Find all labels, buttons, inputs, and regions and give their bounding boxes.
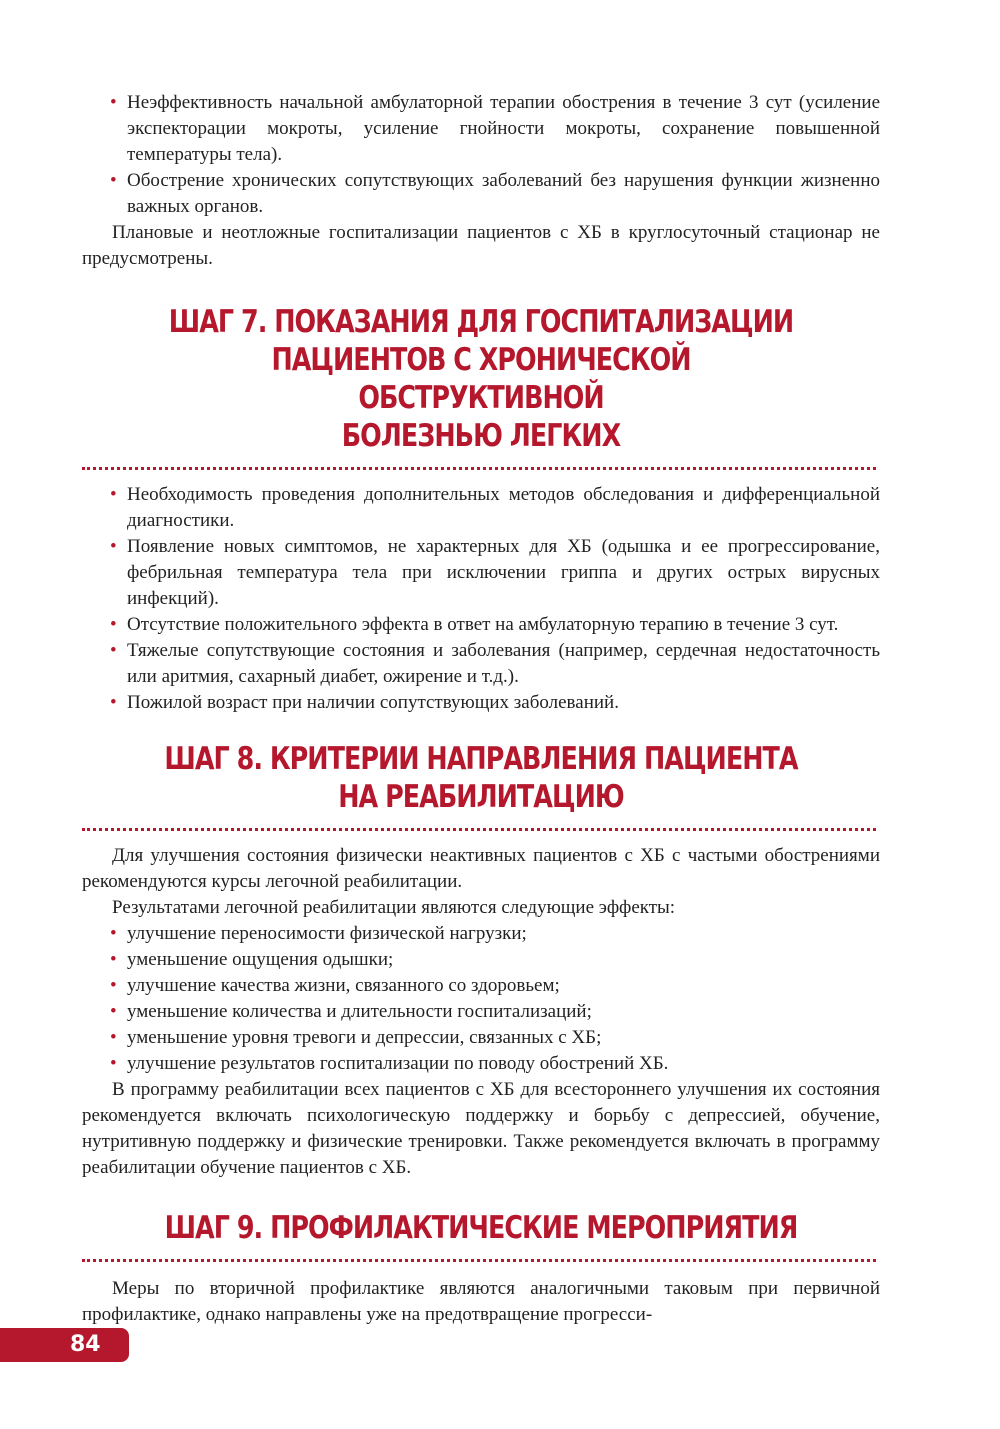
list-item: • улучшение результатов госпитализации по поводу обострений ХБ. [82, 1051, 880, 1077]
list-item: • улучшение переносимости физической нагрузки; [82, 921, 880, 947]
bullet-icon: • [110, 170, 117, 191]
bullet-icon: • [110, 536, 117, 557]
step8-heading: ШАГ 8. КРИТЕРИИ НАПРАВЛЕНИЯ ПАЦИЕНТА НА РЕАБИЛИТАЦИЮ [164, 741, 798, 815]
page-body [82, 90, 880, 1328]
bullet-icon: • [110, 1001, 117, 1022]
list-item: • Появление новых симптомов, не характерных для ХБ (одышка и ее прогрессирование, фебрильная температура тела при исключении гриппа и других острых вирусных инфекций). [110, 536, 880, 609]
bullet-icon: • [110, 484, 117, 505]
list-item: • уменьшение ощущения одышки; [82, 947, 880, 973]
list-item: • улучшение качества жизни, связанного со здоровьем; [82, 973, 880, 999]
prevention-paragraph: Меры по вторичной профилактике являются аналогичными таковым при первичной профилактике, однако направлены уже на предотвращение прогресси- [82, 1278, 880, 1325]
bullet-icon: • [110, 1027, 117, 1048]
bullet-icon: • [110, 949, 117, 970]
step8-bullet-list [82, 921, 880, 1077]
list-item: • Пожилой возраст при наличии сопутствующих заболеваний. [82, 690, 880, 716]
hospitalization-note: Плановые и неотложные госпитализации пациентов с ХБ в круглосуточный стационар не предусмотрены. [82, 222, 880, 269]
list-item: • Неэффективность начальной амбулаторной терапии обострения в течение 3 сут (усиление экспекторации мокроты, усиление гнойности мокроты, сохранение повышенной температуры тела). [110, 92, 880, 165]
bullet-icon: • [110, 614, 117, 635]
list-item: • уменьшение уровня тревоги и депрессии, связанных с ХБ; [82, 1025, 880, 1051]
rehab-program: В программу реабилитации всех пациентов с ХБ для всестороннего улучшения их состояния рекомендуется включать психологическую поддержку и борьбу с депрессией, обучение, нутритивную поддержку и физические тренировки. Также рекомендуется включать в программу реабилитации обучение пациентов с ХБ. [82, 1079, 880, 1178]
rehab-intro: Для улучшения состояния физически неактивных пациентов с ХБ с частыми обострениями рекомендуются курсы легочной реабилитации. [82, 845, 880, 892]
page-number: 84 [70, 1332, 101, 1357]
step7-bullet-list [82, 482, 880, 716]
step7-heading: ШАГ 7. ПОКАЗАНИЯ ДЛЯ ГОСПИТАЛИЗАЦИИ ПАЦИЕНТОВ С ХРОНИЧЕСКОЙ ОБСТРУКТИВНОЙ БОЛЕЗНЬЮ ЛЕГКИХ [168, 304, 794, 454]
bullet-icon: • [110, 1053, 117, 1074]
list-item: • Тяжелые сопутствующие состояния и заболевания (например, сердечная недостаточность или аритмия, сахарный диабет, ожирение и т.д.). [110, 640, 880, 687]
list-item: • уменьшение количества и длительности госпитализаций; [82, 999, 880, 1025]
bullet-icon: • [110, 975, 117, 996]
page-number-tab [0, 1328, 129, 1362]
rehab-results-lead: Результатами легочной реабилитации являются следующие эффекты: [112, 897, 676, 918]
step9-heading: ШАГ 9. ПРОФИЛАКТИЧЕСКИЕ МЕРОПРИЯТИЯ [164, 1210, 798, 1246]
top-bullet-list [82, 90, 880, 220]
bullet-icon: • [110, 640, 117, 661]
bullet-icon: • [110, 692, 117, 713]
bullet-icon: • [110, 92, 117, 113]
list-item: • Обострение хронических сопутствующих заболеваний без нарушения функции жизненно важных органов. [110, 170, 880, 217]
list-item: • Необходимость проведения дополнительных методов обследования и дифференциальной диагностики. [110, 484, 880, 531]
bullet-icon: • [110, 923, 117, 944]
list-item: • Отсутствие положительного эффекта в ответ на амбулаторную терапию в течение 3 сут. [82, 612, 880, 638]
